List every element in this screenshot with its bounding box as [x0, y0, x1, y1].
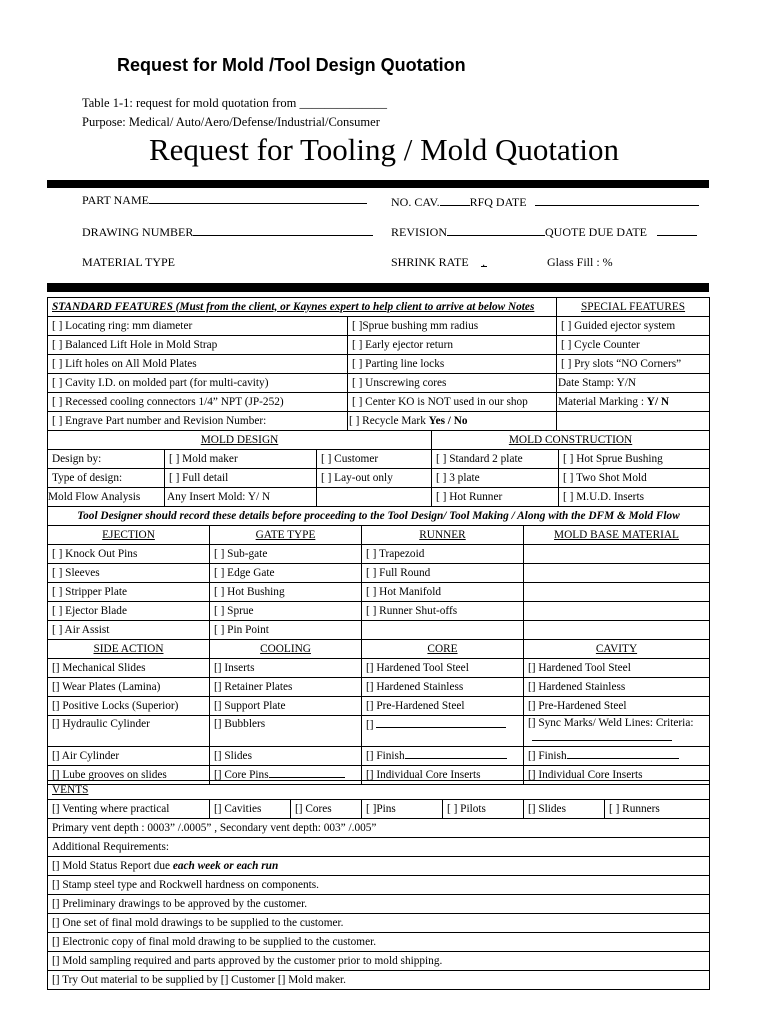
material-marking-label: Material Marking : — [558, 395, 647, 408]
mold-construction-header: MOLD CONSTRUCTION — [432, 431, 710, 450]
table-row — [48, 450, 710, 469]
checkbox-mud-inserts[interactable]: [ ] M.U.D. Inserts — [559, 488, 710, 507]
checkbox-cavity-id[interactable]: [ ] Cavity I.D. on molded part (for multi-cavity) — [48, 374, 348, 393]
checkbox-lube-grooves[interactable]: [] Lube grooves on slides — [48, 766, 210, 785]
checkbox-early-ejector-return[interactable]: [ ] Early ejector return — [348, 336, 557, 355]
special-features-header: SPECIAL FEATURES — [557, 298, 710, 317]
part-name-label: PART NAME — [82, 193, 149, 207]
mold-flow-analysis-label: Mold Flow Analysis — [48, 488, 165, 507]
rfq-date-label: RFQ DATE — [469, 195, 527, 209]
checkbox-core-individual-inserts[interactable]: [] Individual Core Inserts — [362, 766, 524, 785]
table-row — [48, 393, 710, 412]
table-row — [48, 317, 710, 336]
document-title: Request for Mold /Tool Design Quotation — [117, 55, 466, 75]
checkbox-sync-marks[interactable] — [524, 716, 710, 747]
ejection-header: EJECTION — [48, 526, 210, 545]
checkbox-ejector-blade[interactable]: [ ] Ejector Blade — [48, 602, 210, 621]
revision-label: REVISION — [391, 225, 447, 239]
checkbox-full-round[interactable]: [ ] Full Round — [362, 564, 524, 583]
empty-cell — [524, 545, 710, 564]
checkbox-pin-point[interactable]: [ ] Pin Point — [210, 621, 362, 640]
checkbox-recycle-mark[interactable] — [348, 412, 557, 431]
additional-requirements-header: Additional Requirements: — [48, 838, 710, 857]
recycle-mark-label: [ ] Recycle Mark — [349, 414, 429, 427]
core-other-label: [] — [366, 719, 377, 731]
checkbox-vent-cavities[interactable]: [] Cavities — [210, 800, 291, 819]
checkbox-hydraulic-cylinder[interactable]: [] Hydraulic Cylinder — [48, 716, 210, 747]
table-row — [48, 747, 710, 766]
shrink-rate-field[interactable] — [391, 255, 487, 270]
checkbox-vent-pins[interactable]: [ ]Pins — [362, 800, 443, 819]
checkbox-mechanical-slides[interactable]: [] Mechanical Slides — [48, 659, 210, 678]
checkbox-core-other[interactable] — [362, 716, 524, 747]
checkbox-air-assist[interactable]: [ ] Air Assist — [48, 621, 210, 640]
type-of-design-label: Type of design: — [48, 469, 165, 488]
checkbox-vent-pilots[interactable]: [ ] Pilots — [443, 800, 524, 819]
core-header: CORE — [362, 640, 524, 659]
empty-cell — [524, 621, 710, 640]
checkbox-support-plate[interactable]: [] Support Plate — [210, 697, 362, 716]
insert-mold-field[interactable]: Any Insert Mold: Y/ N — [165, 488, 317, 507]
no-cav-field[interactable] — [391, 194, 699, 210]
checkbox-guided-ejector[interactable]: [ ] Guided ejector system — [557, 317, 710, 336]
checkbox-vent-cores[interactable]: [] Cores — [291, 800, 362, 819]
checkbox-sprue[interactable]: [ ] Sprue — [210, 602, 362, 621]
checkbox-parting-line-locks[interactable]: [ ] Parting line locks — [348, 355, 557, 374]
checkbox-pry-slots[interactable]: [ ] Pry slots “NO Corners” — [557, 355, 710, 374]
shrink-rate-label: SHRINK RATE — [391, 255, 469, 269]
checkbox-hot-runner[interactable]: [ ] Hot Runner — [432, 488, 559, 507]
checkbox-inserts[interactable]: [] Inserts — [210, 659, 362, 678]
shrink-rate-value: . — [482, 255, 486, 269]
checkbox-lay-out-only[interactable]: [ ] Lay-out only — [317, 469, 432, 488]
glass-fill-label: Glass Fill : % — [547, 255, 613, 269]
table-reference: Table 1-1: request for mold quotation from ______________ — [82, 96, 387, 110]
checkbox-trapezoid[interactable]: [ ] Trapezoid — [362, 545, 524, 564]
checkbox-locating-ring[interactable]: [ ] Locating ring: mm diameter — [48, 317, 348, 336]
table-row — [48, 336, 710, 355]
core-pins-label: [] Core Pins — [214, 769, 269, 781]
table-row — [48, 621, 710, 640]
checkbox-electronic-copy[interactable]: [] Electronic copy of final mold drawing to be supplied to the customer. — [48, 933, 710, 952]
standard-features-header: STANDARD FEATURES (Must from the client, or Kaynes expert to help client to arrive at below Notes — [48, 298, 557, 317]
table-row — [48, 374, 710, 393]
drawing-number-label: DRAWING NUMBER — [82, 225, 194, 239]
checkbox-venting-where-practical[interactable]: [] Venting where practical — [48, 800, 210, 819]
status-report-frequency: each week or each run — [172, 859, 279, 872]
tool-designer-notice: Tool Designer should record these details before proceeding to the Tool Design/ Tool Making / Along with the DFM & Mold Flow — [48, 507, 710, 526]
checkbox-try-out-material[interactable]: [] Try Out material to be supplied by [] Customer [] Mold maker. — [48, 971, 710, 990]
checkbox-hot-sprue-bushing[interactable]: [ ] Hot Sprue Bushing — [559, 450, 710, 469]
design-by-label: Design by: — [48, 450, 165, 469]
recycle-mark-yn: Yes / No — [428, 414, 468, 427]
checkbox-edge-gate[interactable]: [ ] Edge Gate — [210, 564, 362, 583]
table-row — [48, 602, 710, 621]
no-cav-label: NO. CAV. — [391, 195, 440, 209]
quote-due-date-label: QUOTE DUE DATE — [545, 225, 647, 239]
checkbox-vent-runners[interactable]: [ ] Runners — [605, 800, 710, 819]
table-row — [48, 564, 710, 583]
checkbox-two-shot-mold[interactable]: [ ] Two Shot Mold — [559, 469, 710, 488]
checkbox-full-detail[interactable]: [ ] Full detail — [165, 469, 317, 488]
material-marking-yn: Y/ N — [646, 395, 670, 408]
checkbox-sprue-bushing[interactable]: [ ]Sprue bushing mm radius — [348, 317, 557, 336]
checkbox-customer[interactable]: [ ] Customer — [317, 450, 432, 469]
gate-type-header: GATE TYPE — [210, 526, 362, 545]
checkbox-unscrewing-cores[interactable]: [ ] Unscrewing cores — [348, 374, 557, 393]
empty-cell — [362, 621, 524, 640]
checkbox-stamp-steel-type[interactable]: [] Stamp steel type and Rockwell hardness on components. — [48, 876, 710, 895]
checkbox-cavity-finish[interactable] — [524, 747, 710, 766]
checkbox-air-cylinder[interactable]: [] Air Cylinder — [48, 747, 210, 766]
checkbox-recessed-cooling[interactable]: [ ] Recessed cooling connectors 1/4” NPT (JP-252) — [48, 393, 348, 412]
sync-marks-label: [] Sync Marks/ Weld Lines: Criteria: — [528, 717, 694, 729]
material-type-label: MATERIAL TYPE — [82, 255, 175, 269]
runner-header: RUNNER — [362, 526, 524, 545]
checkbox-sleeves[interactable]: [ ] Sleeves — [48, 564, 210, 583]
checkbox-runner-shut-offs[interactable]: [ ] Runner Shut-offs — [362, 602, 524, 621]
mold-design-header: MOLD DESIGN — [48, 431, 432, 450]
side-action-header: SIDE ACTION — [48, 640, 210, 659]
checkbox-mold-sampling[interactable]: [] Mold sampling required and parts approved by the customer prior to mold shipping. — [48, 952, 710, 971]
checkbox-3-plate[interactable]: [ ] 3 plate — [432, 469, 559, 488]
second-divider-bar — [47, 283, 709, 292]
checkbox-center-ko[interactable]: [ ] Center KO is NOT used in our shop — [348, 393, 557, 412]
checkbox-final-drawings[interactable]: [] One set of final mold drawings to be supplied to the customer. — [48, 914, 710, 933]
checkbox-cavity-hardened-stainless[interactable]: [] Hardened Stainless — [524, 678, 710, 697]
mold-design-table — [47, 430, 710, 507]
empty-cell — [524, 602, 710, 621]
features-table — [47, 297, 710, 431]
table-row — [48, 412, 710, 431]
checkbox-cycle-counter[interactable]: [ ] Cycle Counter — [557, 336, 710, 355]
vents-table — [47, 780, 710, 990]
material-marking-field[interactable] — [557, 393, 710, 412]
checkbox-engrave-part-number[interactable]: [ ] Engrave Part number and Revision Number: — [48, 412, 348, 431]
empty-cell — [557, 412, 710, 431]
checkbox-hot-manifold[interactable]: [ ] Hot Manifold — [362, 583, 524, 602]
checkbox-hot-bushing[interactable]: [ ] Hot Bushing — [210, 583, 362, 602]
vents-header: VENTS — [48, 781, 710, 800]
checkbox-vent-slides[interactable]: [] Slides — [524, 800, 605, 819]
empty-cell — [524, 564, 710, 583]
purpose-line: Purpose: Medical/ Auto/Aero/Defense/Industrial/Consumer — [82, 115, 380, 129]
cooling-header: COOLING — [210, 640, 362, 659]
checkbox-positive-locks[interactable]: [] Positive Locks (Superior) — [48, 697, 210, 716]
drawing-number-field[interactable] — [82, 224, 373, 240]
top-divider-bar — [47, 180, 709, 188]
table-row — [48, 545, 710, 564]
table-row — [48, 716, 710, 747]
table-row — [48, 697, 710, 716]
tool-details-table — [47, 506, 710, 785]
main-title: Request for Tooling / Mold Quotation — [149, 132, 619, 167]
cavity-header: CAVITY — [524, 640, 710, 659]
checkbox-mold-status-report[interactable] — [48, 857, 710, 876]
table-row — [48, 678, 710, 697]
checkbox-balanced-lift-hole[interactable]: [ ] Balanced Lift Hole in Mold Strap — [48, 336, 348, 355]
table-row — [48, 469, 710, 488]
checkbox-core-hardened-stainless[interactable]: [] Hardened Stainless — [362, 678, 524, 697]
checkbox-bubblers[interactable]: [] Bubblers — [210, 716, 362, 747]
checkbox-core-hardened-tool-steel[interactable]: [] Hardened Tool Steel — [362, 659, 524, 678]
vent-depth-text: Primary vent depth : 0003” /.0005” , Secondary vent depth: 003” /.005” — [48, 819, 710, 838]
checkbox-retainer-plates[interactable]: [] Retainer Plates — [210, 678, 362, 697]
empty-cell — [317, 488, 432, 507]
table-row — [48, 583, 710, 602]
checkbox-cavity-individual-inserts[interactable]: [] Individual Core Inserts — [524, 766, 710, 785]
cavity-finish-label: [] Finish — [528, 750, 567, 762]
table-row — [48, 355, 710, 374]
table-row — [48, 800, 710, 819]
status-report-label: [] Mold Status Report due — [52, 859, 173, 872]
checkbox-cavity-pre-hardened[interactable]: [] Pre-Hardened Steel — [524, 697, 710, 716]
date-stamp-field[interactable]: Date Stamp: Y/N — [557, 374, 710, 393]
table-row — [48, 659, 710, 678]
checkbox-lift-holes[interactable]: [ ] Lift holes on All Mold Plates — [48, 355, 348, 374]
checkbox-core-finish[interactable] — [362, 747, 524, 766]
part-name-field[interactable] — [82, 192, 367, 208]
checkbox-sub-gate[interactable]: [ ] Sub-gate — [210, 545, 362, 564]
checkbox-slides[interactable]: [] Slides — [210, 747, 362, 766]
checkbox-stripper-plate[interactable]: [ ] Stripper Plate — [48, 583, 210, 602]
checkbox-mold-maker[interactable]: [ ] Mold maker — [165, 450, 317, 469]
checkbox-preliminary-drawings[interactable]: [] Preliminary drawings to be approved by the customer. — [48, 895, 710, 914]
core-finish-label: [] Finish — [366, 750, 405, 762]
empty-cell — [524, 583, 710, 602]
checkbox-wear-plates[interactable]: [] Wear Plates (Lamina) — [48, 678, 210, 697]
revision-field[interactable] — [391, 224, 697, 240]
checkbox-standard-2-plate[interactable]: [ ] Standard 2 plate — [432, 450, 559, 469]
checkbox-knock-out-pins[interactable]: [ ] Knock Out Pins — [48, 545, 210, 564]
checkbox-cavity-hardened-tool-steel[interactable]: [] Hardened Tool Steel — [524, 659, 710, 678]
table-row — [48, 488, 710, 507]
checkbox-core-pre-hardened[interactable]: [] Pre-Hardened Steel — [362, 697, 524, 716]
mold-base-material-header: MOLD BASE MATERIAL — [524, 526, 710, 545]
